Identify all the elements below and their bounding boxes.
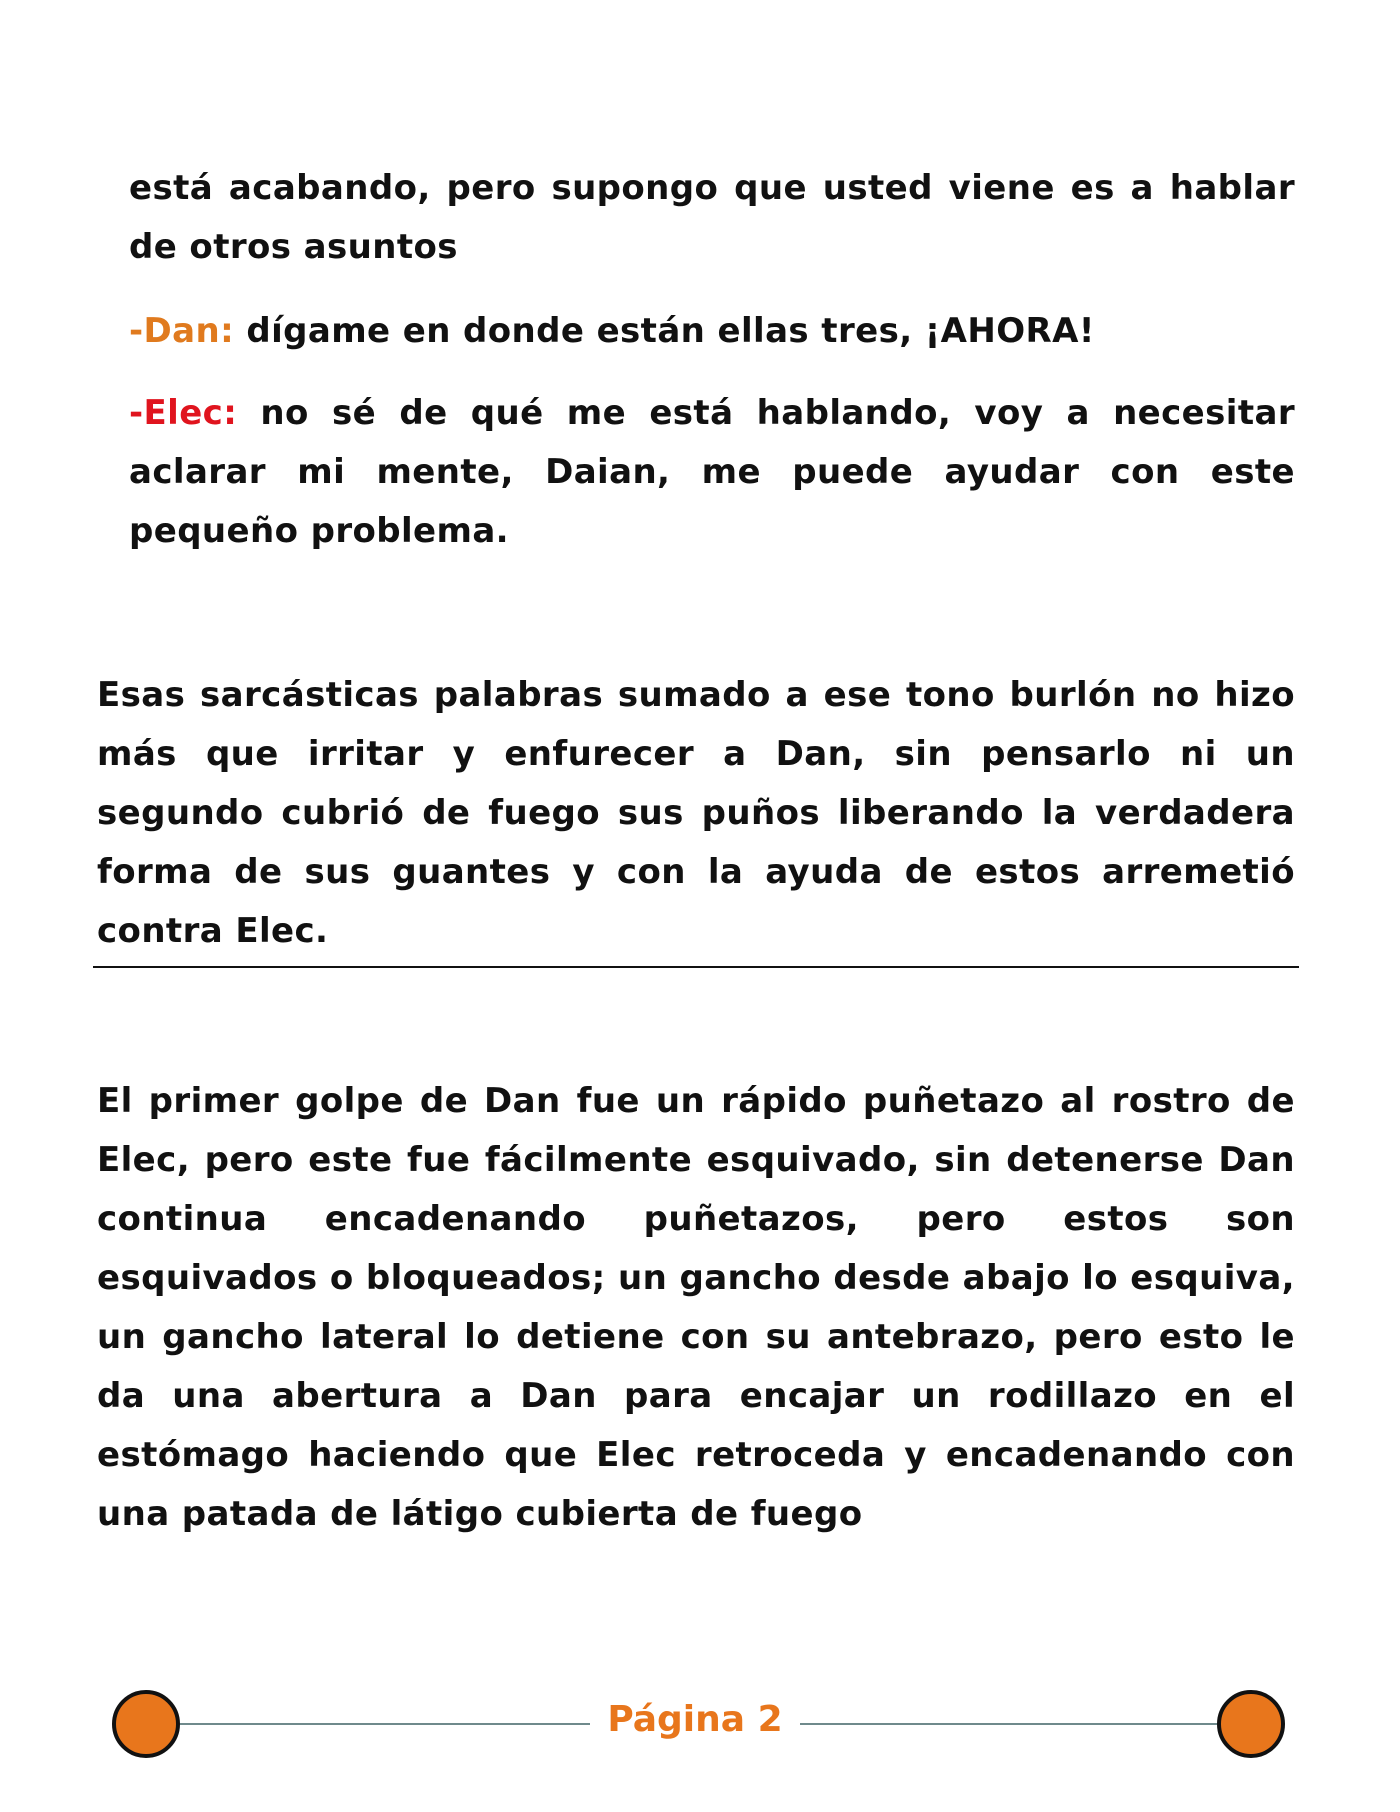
dialogue-line-elec (129, 384, 1295, 561)
dialogue-text-dan: dígame en donde están ellas tres, ¡AHORA! (234, 311, 1095, 351)
speaker-elec: -Elec: (129, 393, 238, 433)
page-number: Página 2 (607, 1699, 783, 1740)
footer-line-left (180, 1723, 590, 1725)
section-divider (93, 966, 1299, 968)
dialogue-line-dan (129, 302, 1295, 361)
narration-paragraph-2: El primer golpe de Dan fue un rápido puñetazo al rostro de Elec, pero este fue fácilmente esquivado, sin detenerse Dan continua encadenando puñetazos, pero estos son esquivados o bloqueados; un gancho desde abajo lo esquiva, un gancho lateral lo detiene con su antebrazo, pero esto le da una abertura a Dan para encajar un rodillazo en el estómago haciendo que Elec retroceda y encadenando con una patada de látigo cubierta de fuego (97, 1081, 1295, 1534)
page-footer (0, 1690, 1400, 1770)
speaker-dan: -Dan: (129, 311, 235, 351)
dialogue-text-elec: no sé de qué me está hablando, voy a necesitar aclarar mi mente, Daian, me puede ayudar con este pequeño problema. (129, 393, 1295, 551)
circle-ornament-icon (112, 1690, 180, 1758)
narration-paragraph-1: Esas sarcásticas palabras sumado a ese tono burlón no hizo más que irritar y enfurecer a Dan, sin pensarlo ni un segundo cubrió de fuego sus puños liberando la verdadera forma de sus guantes y con la ayuda de estos arremetió contra Elec. (97, 675, 1295, 951)
dialogue-continuation: está acabando, pero supongo que usted viene es a hablar de otros asuntos (129, 168, 1295, 267)
footer-line-right (800, 1723, 1217, 1725)
circle-ornament-icon (1217, 1690, 1285, 1758)
